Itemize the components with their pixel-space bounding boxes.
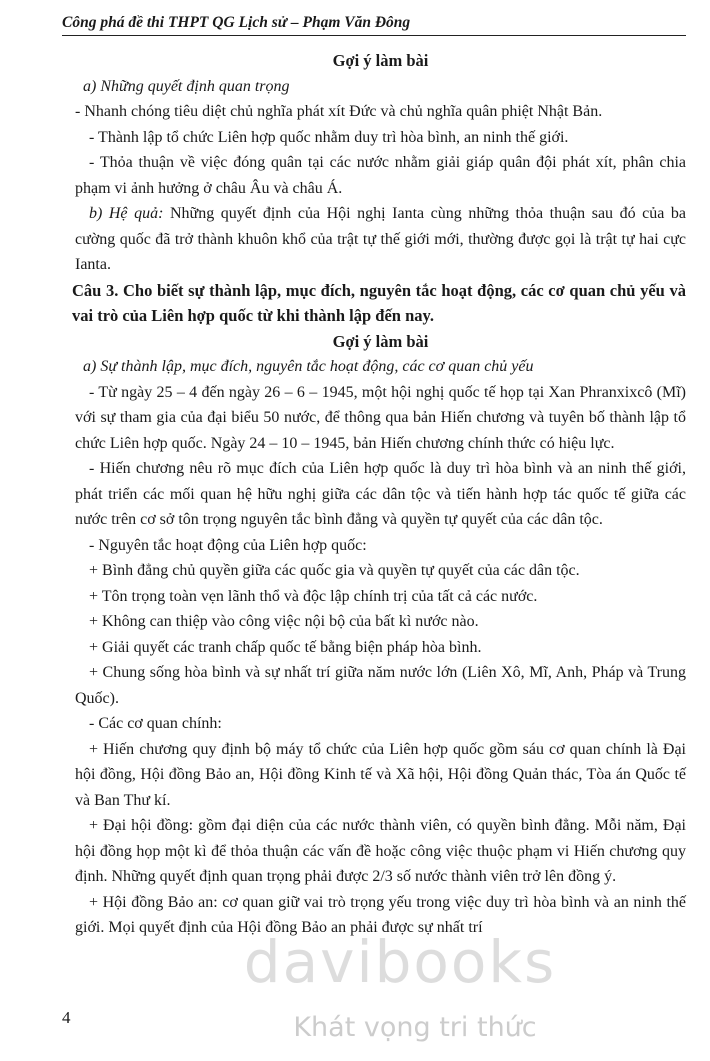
paragraph: - Nguyên tắc hoạt động của Liên hợp quốc: <box>89 536 367 554</box>
paragraph: - Hiến chương nêu rõ mục đích của Liên hợp quốc là duy trì hòa bình và an ninh thế giới, phát triển các mối quan hệ hữu nghị giữa các dân tộc và tiến hành hợp tác quốc tế giữa các nước trên cơ sở tôn trọng nguyên tắc bình đẳng và quyền tự quyết của các dân tộc. <box>75 460 686 528</box>
consequence-text: Những quyết định của Hội nghị Ianta cùng những thỏa thuận sau đó của ba cường quốc đã trở thành khuôn khổ của trật tự thế giới mới, thường được gọi là trật tự hai cực Ianta. <box>75 205 687 273</box>
watermark-tagline: Khát vọng tri thức <box>293 1012 537 1043</box>
list-item: + Bình đẳng chủ quyền giữa các quốc gia và quyền tự quyết của các dân tộc. <box>89 562 580 579</box>
subheading-decisions: a) Những quyết định quan trọng <box>83 77 290 95</box>
running-header: Công phá đề thi THPT QG Lịch sử – Phạm Văn Đông <box>62 14 686 36</box>
paragraph: - Các cơ quan chính: <box>89 715 222 732</box>
list-item: - Thành lập tổ chức Liên hợp quốc nhằm duy trì hòa bình, an ninh thế giới. <box>89 128 569 146</box>
list-item: + Tôn trọng toàn vẹn lãnh thổ và độc lập chính trị của tất cả các nước. <box>89 587 538 605</box>
list-item: + Đại hội đồng: gồm đại diện của các nước thành viên, có quyền bình đẳng. Mỗi năm, Đại hội đồng họp một kì để thỏa thuận các vấn đề hoặc công việc thuộc phạm vi Hiến chương quy định. Những quyết định quan trọng phải được 2/3 số nước thành viên trở lên đồng ý. <box>75 817 686 885</box>
list-item: - Thỏa thuận về việc đóng quân tại các nước nhằm giải giáp quân đội phát xít, phân chia phạm vi ảnh hưởng ở châu Âu và châu Á. <box>75 154 686 197</box>
watermark-logo: davibooks <box>243 928 557 996</box>
question-heading: Câu 3. Cho biết sự thành lập, mục đích, nguyên tắc hoạt động, các cơ quan chủ yếu và vai trò của Liên hợp quốc từ khi thành lập đến nay. <box>72 280 686 325</box>
list-item: + Giải quyết các tranh chấp quốc tế bằng biện pháp hòa bình. <box>89 638 482 656</box>
page-number: 4 <box>62 1008 71 1027</box>
paragraph: - Từ ngày 25 – 4 đến ngày 26 – 6 – 1945, một hội nghị quốc tế họp tại Xan Phranxixcô (Mĩ) với sự tham gia của đại biểu 50 nước, để thông qua bản Hiến chương và tuyên bố thành lập tổ chức Liên hợp quốc. Ngày 24 – 10 – 1945, bản Hiến chương chính thức có hiệu lực. <box>75 383 686 452</box>
list-item: + Không can thiệp vào công việc nội bộ của bất kì nước nào. <box>89 613 479 630</box>
paragraph-consequence <box>75 201 686 278</box>
page-body <box>72 48 687 941</box>
list-item: + Hiến chương quy định bộ máy tổ chức của Liên hợp quốc gồm sáu cơ quan chính là Đại hội đồng, Hội đồng Bảo an, Hội đồng Kinh tế và Xã hội, Hội đồng Quản thác, Tòa án Quốc tế và Ban Thư kí. <box>75 740 686 809</box>
list-item: + Chung sống hòa bình và sự nhất trí giữa năm nước lớn (Liên Xô, Mĩ, Anh, Pháp và Trung Quốc). <box>75 664 686 707</box>
list-item: + Hội đồng Bảo an: cơ quan giữ vai trò trọng yếu trong việc duy trì hòa bình và an ninh thế giới. Mọi quyết định của Hội đồng Bảo an phải được sự nhất trí <box>75 893 686 936</box>
consequence-label: b) Hệ quả: <box>89 205 164 222</box>
section-heading-hint: Gợi ý làm bài <box>332 331 429 351</box>
list-item: - Nhanh chóng tiêu diệt chủ nghĩa phát xít Đức và chủ nghĩa quân phiệt Nhật Bản. <box>75 103 603 120</box>
section-heading-hint: Gợi ý làm bài <box>332 51 429 70</box>
subheading-founding: a) Sự thành lập, mục đích, nguyên tắc hoạt động, các cơ quan chủ yếu <box>83 358 534 375</box>
